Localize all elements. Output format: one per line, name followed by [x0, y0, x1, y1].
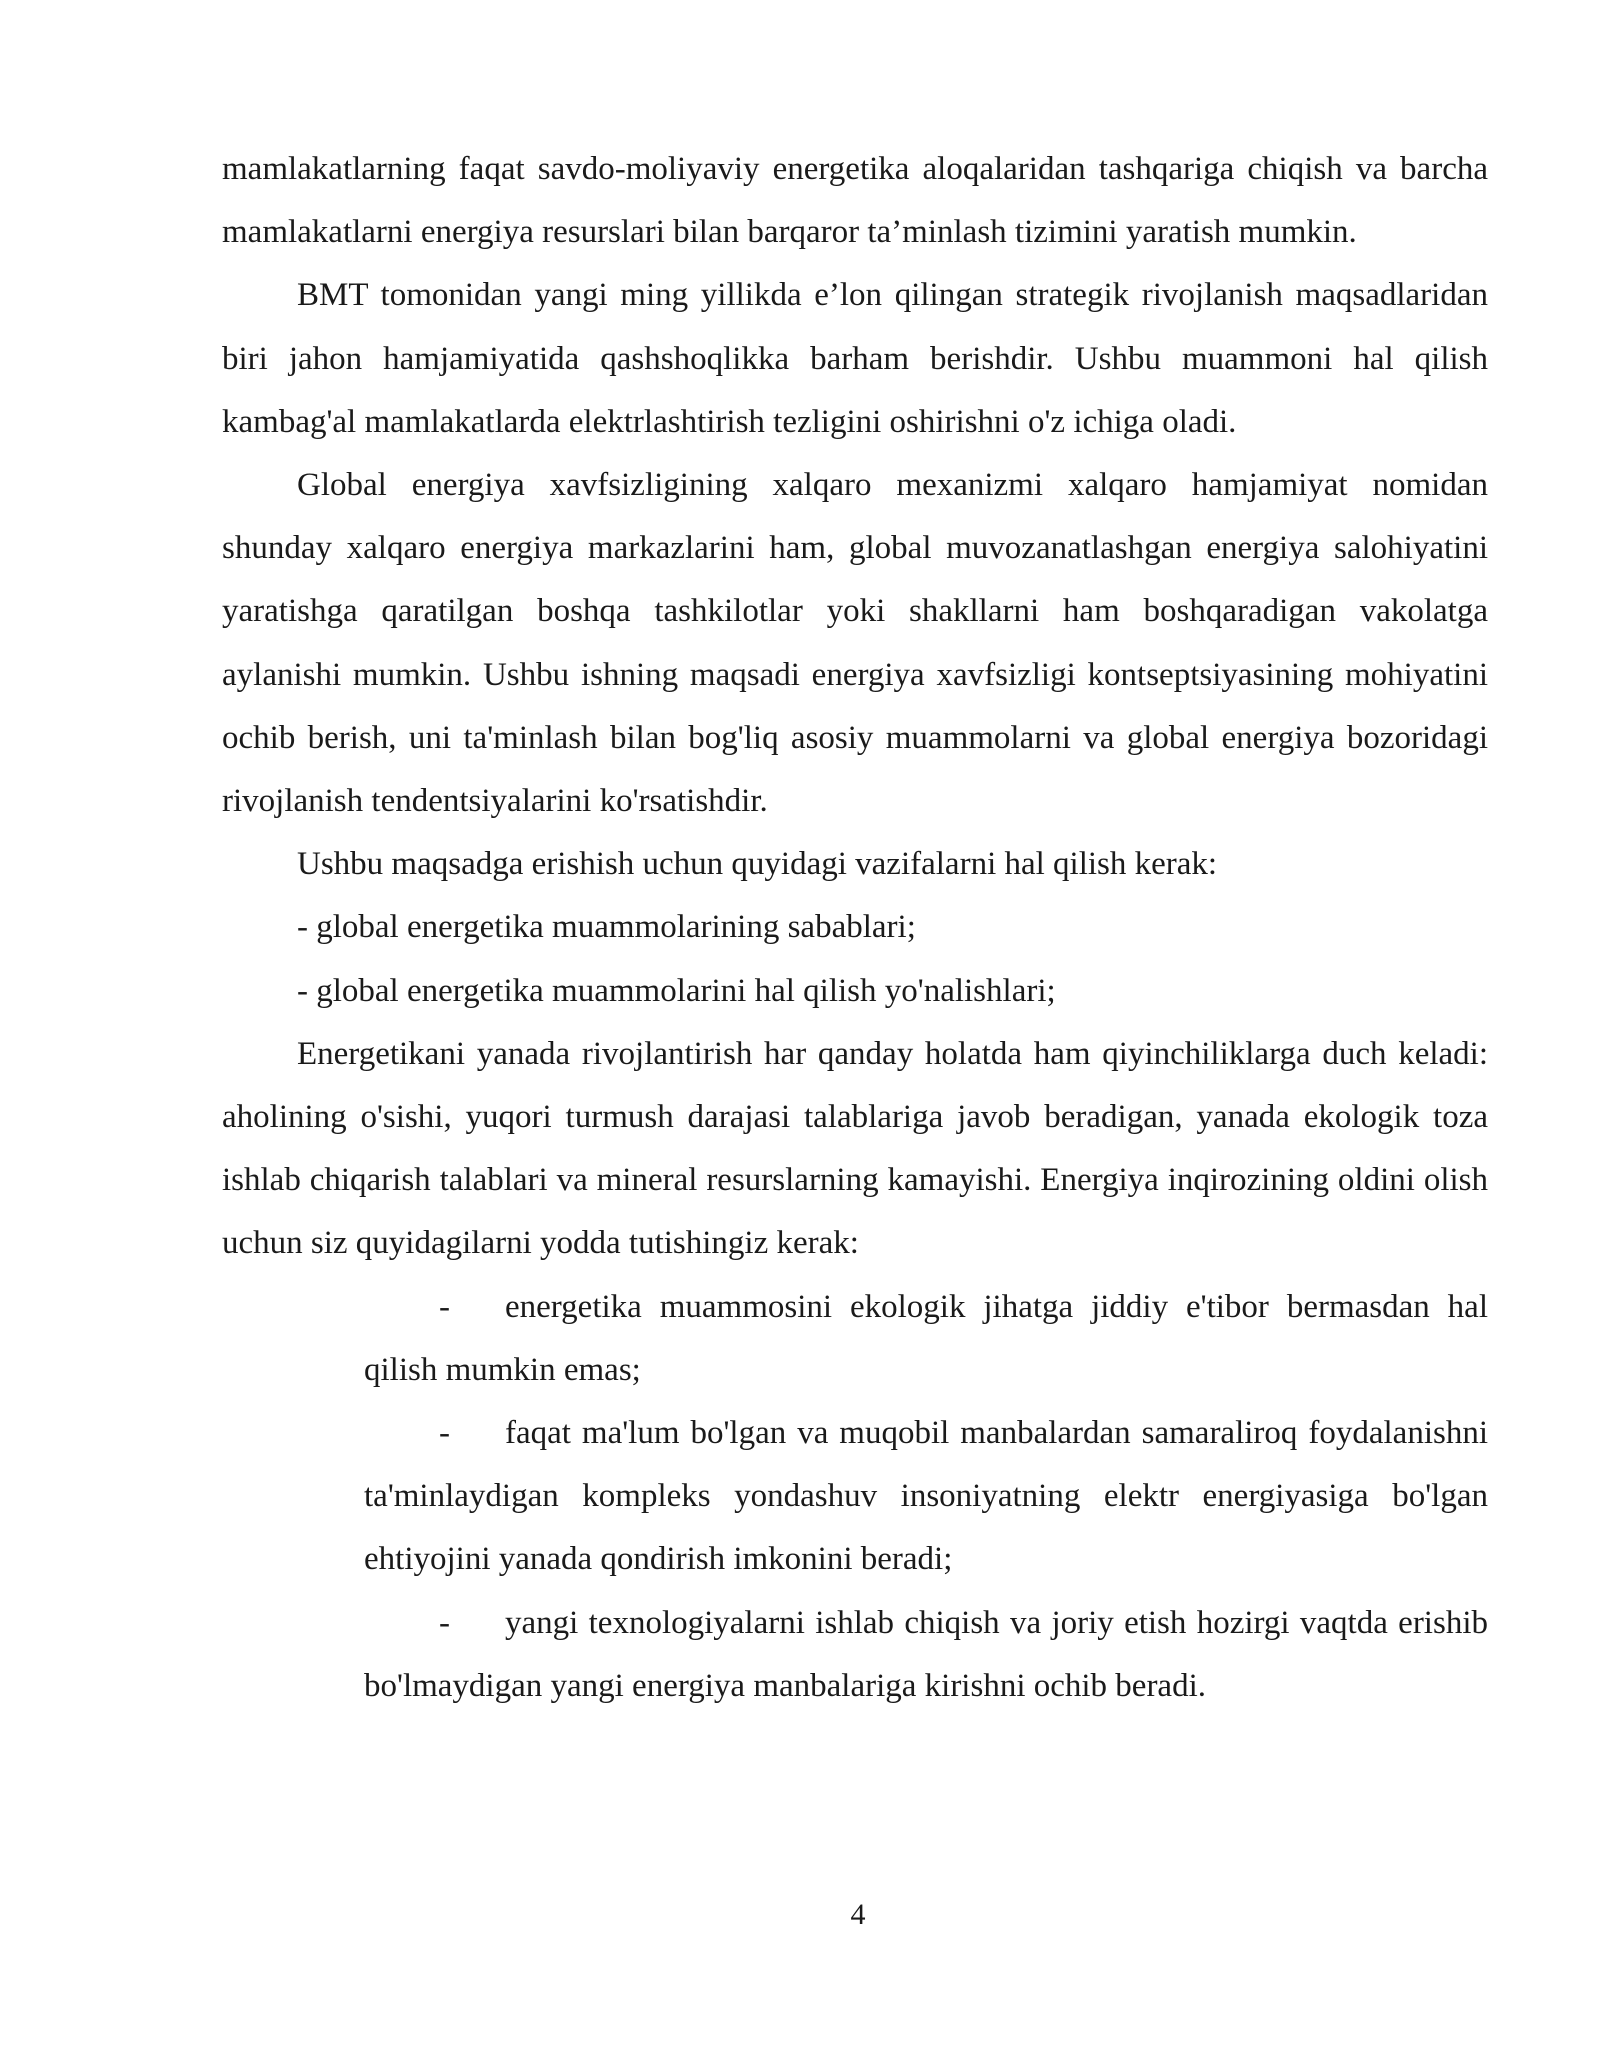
task-item: - global energetika muammolarining sabablari; — [297, 909, 916, 946]
bullet-text: energetika muammosini ekologik jihatga jiddiy e'tibor bermasdan hal qilish mumkin emas; — [364, 1288, 1488, 1388]
page-number: 4 — [850, 1898, 866, 1931]
paragraph-bmt-goals: BMT tomonidan yangi ming yillikda e’lon qilingan strategik rivojlanish maqsadlaridan biri jahon hamjamiyatida qashshoqlikka barham berishdir. Ushbu muammoni hal qilish kambag'al mamlakatlarda elektrlashtirish tezligini oshirishni o'z ichiga oladi. — [222, 277, 1488, 440]
bullet-item — [364, 1276, 1488, 1402]
body-text — [222, 138, 1488, 1718]
bullet-marker: - — [439, 1604, 450, 1641]
task-item: - global energetika muammolarini hal qilish yo'nalishlari; — [297, 972, 1056, 1009]
paragraph-energy-security-mechanism: Global energiya xavfsizligining xalqaro mexanizmi xalqaro hamjamiyat nomidan shunday xalqaro energiya markazlarini ham, global muvozanatlashgan energiya salohiyatini yaratishga qaratilgan boshqa tashkilotlar yoki shakllarni ham boshqaradigan vakolatga aylanishi mumkin. Ushbu ishning maqsadi energiya xavfsizligi kontseptsiyasining mohiyatini ochib berish, uni ta'minlash bilan bog'liq asosiy muammolarni va global energiya bozoridagi rivojlanish tendentsiyalarini ko'rsatishdir. — [222, 467, 1488, 820]
paragraph-energy-development: Energetikani yanada rivojlantirish har qanday holatda ham qiyinchiliklarga duch keladi: aholining o'sishi, yuqori turmush darajasi talablariga javob beradigan, yanada ekologik toza ishlab chiqarish talablari va mineral resurslarning kamayishi. Energiya inqirozining oldini olish uchun siz quyidagilarni yodda tutishingiz kerak: — [222, 1035, 1488, 1262]
bullet-item — [364, 1592, 1488, 1718]
paragraph-continuation: mamlakatlarning faqat savdo-moliyaviy energetika aloqalaridan tashqariga chiqish va barcha mamlakatlarni energiya resurslari bilan barqaror ta’minlash tizimini yaratish mumkin. — [222, 151, 1488, 251]
bullet-marker: - — [439, 1415, 450, 1452]
bullet-text: faqat ma'lum bo'lgan va muqobil manbalardan samaraliroq foydalanishni ta'minlaydigan kompleks yondashuv insoniyatning elektr energiyasiga bo'lgan ehtiyojini yanada qondirish imkonini beradi; — [364, 1415, 1488, 1578]
bullet-item — [364, 1402, 1488, 1592]
bullet-text: yangi texnologiyalarni ishlab chiqish va joriy etish hozirgi vaqtda erishib bo'lmaydigan yangi energiya manbalariga kirishni ochib beradi. — [364, 1604, 1488, 1704]
bullet-marker: - — [439, 1288, 450, 1325]
paragraph-tasks-intro: Ushbu maqsadga erishish uchun quyidagi vazifalarni hal qilish kerak: — [297, 846, 1218, 883]
